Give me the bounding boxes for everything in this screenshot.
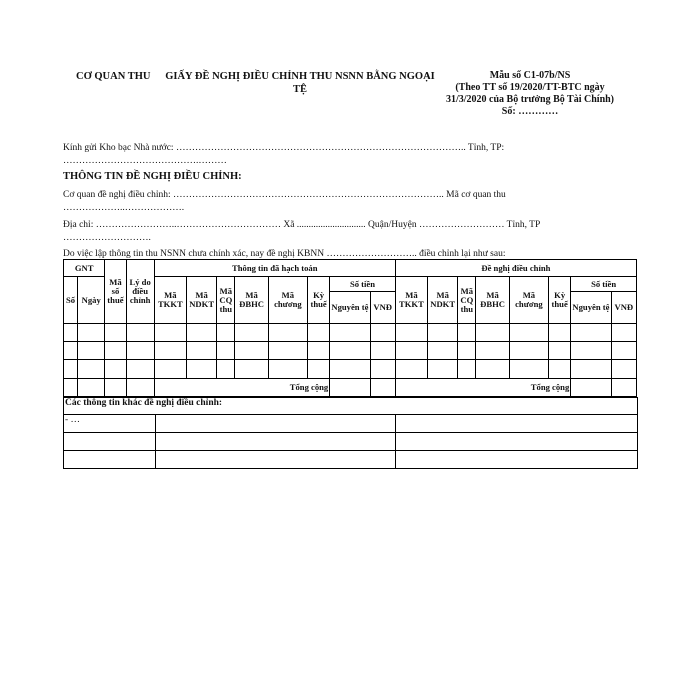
table-cell[interactable] — [268, 342, 307, 360]
table-cell[interactable] — [571, 360, 611, 378]
table-cell[interactable] — [154, 323, 186, 341]
col-vnd-1: VNĐ — [370, 292, 395, 323]
table-cell[interactable] — [78, 323, 105, 341]
col-ma-tkkt-1: Mã TKKT — [154, 277, 186, 324]
other-info-label: Các thông tin khác đề nghị điều chỉnh: — [64, 398, 638, 415]
table-cell[interactable] — [428, 323, 458, 341]
table-cell[interactable] — [64, 342, 78, 360]
table-cell[interactable] — [476, 360, 509, 378]
table-cell[interactable] — [235, 323, 268, 341]
table-cell[interactable] — [217, 323, 235, 341]
table-cell[interactable] — [549, 360, 571, 378]
table-cell[interactable] — [308, 323, 330, 341]
table-cell[interactable] — [308, 360, 330, 378]
col-ma-tkkt-2: Mã TKKT — [395, 277, 427, 324]
adjustment-table — [63, 259, 637, 397]
circular-reference-line2: 31/3/2020 của Bộ trưởng Bộ Tài Chính) — [445, 94, 615, 105]
other-info-cell[interactable] — [396, 451, 638, 469]
group-thong-tin-hach-toan: Thông tin đã hạch toán — [154, 260, 395, 277]
table-cell[interactable] — [509, 323, 548, 341]
table-cell[interactable] — [370, 342, 395, 360]
table-cell[interactable] — [105, 323, 126, 341]
table-cell[interactable] — [126, 360, 154, 378]
total-value-nguyen-te-2[interactable] — [571, 378, 611, 396]
form-title-line2: TỆ — [292, 84, 307, 95]
form-number-code: Mẫu số C1-07b/NS — [489, 70, 571, 81]
col-nguyen-te-2: Nguyên tệ — [571, 292, 611, 323]
table-cell[interactable] — [187, 342, 217, 360]
table-cell[interactable] — [154, 342, 186, 360]
section-title: THÔNG TIN ĐỀ NGHỊ ĐIỀU CHỈNH: — [63, 171, 242, 182]
col-ly-do: Lý do điều chỉnh — [126, 260, 154, 324]
requesting-agency-line: Cơ quan đề nghị điều chỉnh: ………………………………………………………………………….. Mã cơ quan thu — [63, 190, 506, 200]
table-row — [64, 360, 637, 378]
other-info-cell[interactable] — [156, 433, 396, 451]
table-cell[interactable] — [395, 360, 427, 378]
table-row — [64, 323, 637, 341]
address-line-cont: ………………………. — [63, 233, 151, 243]
total-cell-blank — [126, 378, 154, 396]
col-ma-ndkt-1: Mã NDKT — [187, 277, 217, 324]
form-title-line1: GIẤY ĐỀ NGHỊ ĐIỀU CHỈNH THU NSNN BẰNG NGOẠI — [165, 71, 435, 82]
col-so-tien-1: Số tiền — [330, 277, 396, 292]
total-label-2: Tổng cộng — [395, 378, 570, 396]
table-cell[interactable] — [105, 360, 126, 378]
table-header-row-1 — [64, 260, 637, 277]
col-ma-chuong-2: Mã chương — [509, 277, 548, 324]
table-cell[interactable] — [78, 342, 105, 360]
form-reference-block — [430, 70, 630, 118]
table-cell[interactable] — [126, 342, 154, 360]
other-info-row — [64, 415, 638, 433]
col-ma-cq-thu-1: Mã CQ thu — [217, 277, 235, 324]
table-cell[interactable] — [395, 342, 427, 360]
circular-reference-line1: (Theo TT số 19/2020/TT-BTC ngày — [455, 82, 605, 93]
table-row — [64, 342, 637, 360]
table-cell[interactable] — [308, 342, 330, 360]
document-number: Số: ………… — [501, 106, 559, 117]
table-cell[interactable] — [235, 342, 268, 360]
total-row — [64, 378, 637, 396]
table-cell[interactable] — [509, 342, 548, 360]
requesting-agency-line-cont: ………………..………………. — [63, 203, 185, 213]
col-nguyen-te-1: Nguyên tệ — [330, 292, 370, 323]
table-cell[interactable] — [268, 323, 307, 341]
table-cell[interactable] — [476, 323, 509, 341]
table-cell[interactable] — [78, 360, 105, 378]
col-ky-thue-2: Kỳ thuế — [549, 277, 571, 324]
address-line: Địa chỉ: ……………………..…………………………… Xã ............................. Quận/Huyện ……………………… Tỉnh, TP — [63, 220, 541, 230]
agency-label: CƠ QUAN THU — [76, 71, 151, 82]
other-info-cell[interactable] — [396, 433, 638, 451]
table-cell[interactable] — [235, 360, 268, 378]
col-ma-chuong-1: Mã chương — [268, 277, 307, 324]
table-cell[interactable] — [187, 323, 217, 341]
col-ky-thue-1: Kỳ thuế — [308, 277, 330, 324]
table-cell[interactable] — [549, 342, 571, 360]
table-cell[interactable] — [330, 323, 370, 341]
table-cell[interactable] — [571, 323, 611, 341]
group-de-nghi-dieu-chinh: Đề nghị điều chỉnh — [395, 260, 636, 277]
col-ma-so-thue: Mã số thuế — [105, 260, 126, 324]
table-cell[interactable] — [217, 342, 235, 360]
table-cell[interactable] — [370, 323, 395, 341]
table-cell[interactable] — [611, 342, 636, 360]
total-label-1: Tổng cộng — [154, 378, 329, 396]
other-info-table — [63, 397, 638, 469]
table-cell[interactable] — [476, 342, 509, 360]
table-cell[interactable] — [611, 323, 636, 341]
table-cell[interactable] — [187, 360, 217, 378]
table-cell[interactable] — [458, 323, 476, 341]
other-info-cell[interactable] — [64, 433, 156, 451]
table-cell[interactable] — [105, 342, 126, 360]
other-info-cell[interactable] — [156, 415, 396, 433]
table-cell[interactable] — [458, 342, 476, 360]
table-cell[interactable] — [395, 323, 427, 341]
table-cell[interactable] — [330, 342, 370, 360]
other-info-row — [64, 451, 638, 469]
other-info-cell[interactable] — [396, 415, 638, 433]
table-cell[interactable] — [126, 323, 154, 341]
table-cell[interactable] — [549, 323, 571, 341]
table-cell[interactable] — [64, 360, 78, 378]
other-info-cell[interactable] — [64, 451, 156, 469]
table-cell[interactable] — [509, 360, 548, 378]
other-info-cell[interactable]: - … — [64, 415, 156, 433]
col-ngay: Ngày — [78, 277, 105, 324]
total-value-vnd-1[interactable] — [370, 378, 395, 396]
total-cell-blank — [78, 378, 105, 396]
total-cell-blank — [64, 378, 78, 396]
table-cell[interactable] — [458, 360, 476, 378]
col-so-tien-2: Số tiền — [571, 277, 637, 292]
table-cell[interactable] — [64, 323, 78, 341]
table-cell[interactable] — [571, 342, 611, 360]
total-cell-blank — [105, 378, 126, 396]
recipient-line-cont: …………………………………….……… — [63, 156, 227, 166]
other-info-cell[interactable] — [156, 451, 396, 469]
col-ma-cq-thu-2: Mã CQ thu — [458, 277, 476, 324]
col-vnd-2: VNĐ — [611, 292, 636, 323]
total-value-nguyen-te-1[interactable] — [330, 378, 370, 396]
table-cell[interactable] — [330, 360, 370, 378]
col-gnt: GNT — [64, 260, 105, 277]
table-cell[interactable] — [611, 360, 636, 378]
table-cell[interactable] — [217, 360, 235, 378]
reason-line: Do việc lập thông tin thu NSNN chưa chính xác, nay đề nghị KBNN ……………………….. điều chỉnh lại như sau: — [63, 249, 506, 259]
col-so: Số — [64, 277, 78, 324]
col-ma-ndkt-2: Mã NDKT — [428, 277, 458, 324]
table-cell[interactable] — [428, 342, 458, 360]
col-ma-dbhc-1: Mã ĐBHC — [235, 277, 268, 324]
total-value-vnd-2[interactable] — [611, 378, 636, 396]
table-cell[interactable] — [154, 360, 186, 378]
table-cell[interactable] — [268, 360, 307, 378]
table-cell[interactable] — [370, 360, 395, 378]
other-info-row — [64, 433, 638, 451]
recipient-line: Kính gửi Kho bạc Nhà nước: ……………………………………………………………………………….. Tỉnh, TP: — [63, 143, 505, 153]
col-ma-dbhc-2: Mã ĐBHC — [476, 277, 509, 324]
form-title — [150, 70, 450, 96]
table-cell[interactable] — [428, 360, 458, 378]
